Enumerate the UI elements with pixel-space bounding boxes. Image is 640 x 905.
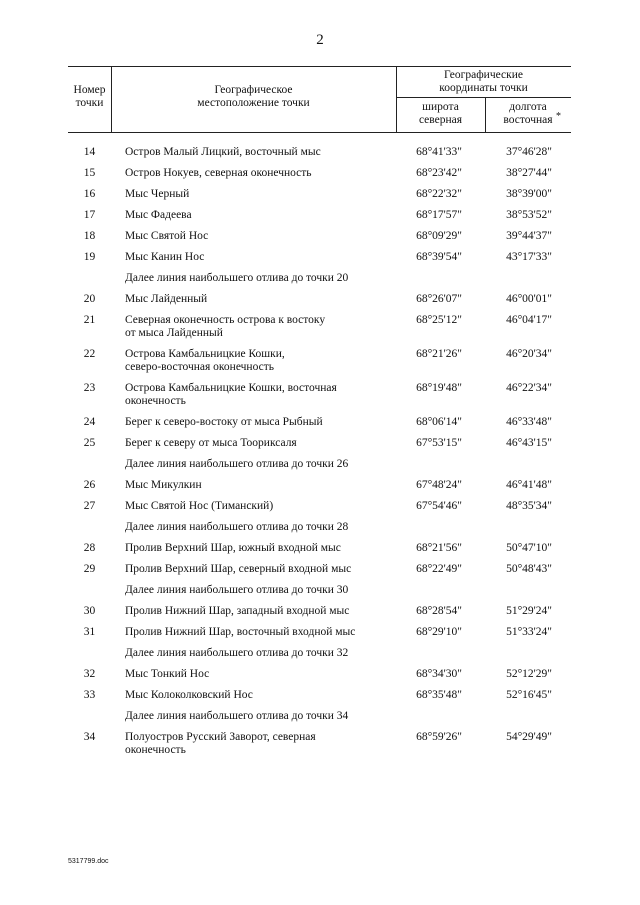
point-number: 29	[83, 563, 96, 575]
latitude-value: 68°25'12"	[416, 314, 462, 326]
table-row	[68, 293, 571, 306]
table-row	[68, 416, 571, 429]
longitude-value: 50°47'10"	[506, 542, 552, 554]
point-number: 34	[83, 731, 96, 743]
longitude-value: 38°27'44"	[506, 167, 552, 179]
latitude-value: 67°53'15"	[416, 437, 462, 449]
table-note-row	[68, 521, 571, 534]
point-location: Остров Нокуев, северная оконечность	[125, 167, 312, 179]
point-location: Северная оконечность острова к востоку от мыса Лайденный	[125, 314, 326, 339]
table-row	[68, 167, 571, 180]
point-number: 27	[83, 500, 96, 512]
latitude-value: 68°17'57"	[416, 209, 462, 221]
longitude-value: 50°48'43"	[506, 563, 552, 575]
table-row	[68, 626, 571, 639]
latitude-value: 68°21'56"	[416, 542, 462, 554]
latitude-value: 68°41'33"	[416, 146, 462, 158]
point-location: Далее линия наибольшего отлива до точки 28	[125, 521, 349, 533]
point-number: 23	[83, 382, 96, 394]
point-location: Мыс Фадеева	[125, 209, 192, 221]
point-number: 16	[83, 188, 96, 200]
document-filename: 5317799.doc	[68, 858, 109, 865]
point-location: Мыс Черный	[125, 188, 190, 200]
header-latitude: широта северная	[418, 101, 463, 126]
table-row	[68, 251, 571, 264]
table-note-row	[68, 710, 571, 723]
latitude-value: 67°48'24"	[416, 479, 462, 491]
point-location: Пролив Верхний Шар, южный входной мыс	[125, 542, 341, 554]
point-number: 24	[83, 416, 96, 428]
point-location: Мыс Канин Нос	[125, 251, 205, 263]
point-location: Далее линия наибольшего отлива до точки 32	[125, 647, 349, 659]
point-location: Острова Камбальницкие Кошки, восточная оконечность	[125, 382, 337, 407]
point-number: 20	[83, 293, 96, 305]
longitude-value: 38°39'00"	[506, 188, 552, 200]
header-divider	[396, 97, 571, 98]
table-row	[68, 382, 571, 408]
table-row	[68, 731, 571, 757]
longitude-value: 46°33'48"	[506, 416, 552, 428]
point-number: 33	[83, 689, 96, 701]
table-row	[68, 209, 571, 222]
longitude-value: 46°00'01"	[506, 293, 552, 305]
point-location: Берег к северо-востоку от мыса Рыбный	[125, 416, 323, 428]
latitude-value: 68°19'48"	[416, 382, 462, 394]
latitude-value: 68°28'54"	[416, 605, 462, 617]
latitude-value: 68°06'14"	[416, 416, 462, 428]
latitude-value: 68°23'42"	[416, 167, 462, 179]
longitude-value: 54°29'49"	[506, 731, 552, 743]
longitude-value: 46°41'48"	[506, 479, 552, 491]
point-number: 19	[83, 251, 96, 263]
point-location: Остров Малый Лицкий, восточный мыс	[125, 146, 321, 158]
point-location: Мыс Святой Нос	[125, 230, 209, 242]
point-location: Мыс Тонкий Нос	[125, 668, 210, 680]
table-row	[68, 437, 571, 450]
longitude-value: 38°53'52"	[506, 209, 552, 221]
table-row	[68, 542, 571, 555]
table-note-row	[68, 272, 571, 285]
page-number: 2	[316, 32, 324, 48]
point-number: 26	[83, 479, 96, 491]
longitude-value: 46°20'34"	[506, 348, 552, 360]
latitude-value: 68°22'32"	[416, 188, 462, 200]
point-number: 14	[83, 146, 96, 158]
point-location: Далее линия наибольшего отлива до точки 34	[125, 710, 349, 722]
latitude-value: 68°35'48"	[416, 689, 462, 701]
table-row	[68, 348, 571, 374]
latitude-value: 68°34'30"	[416, 668, 462, 680]
table-row	[68, 668, 571, 681]
table-note-row	[68, 647, 571, 660]
point-location: Острова Камбальницкие Кошки, северо-восточная оконечность	[125, 348, 285, 373]
latitude-value: 68°21'26"	[416, 348, 462, 360]
point-number: 28	[83, 542, 96, 554]
point-number: 25	[83, 437, 96, 449]
point-location: Мыс Микулкин	[125, 479, 202, 491]
table-row	[68, 230, 571, 243]
latitude-value: 67°54'46"	[416, 500, 462, 512]
point-location: Пролив Нижний Шар, восточный входной мыс	[125, 626, 356, 638]
longitude-value: 46°43'15"	[506, 437, 552, 449]
table-row	[68, 563, 571, 576]
header-longitude: долгота восточная	[503, 101, 553, 126]
table-header	[68, 66, 571, 133]
point-number: 15	[83, 167, 96, 179]
point-number: 32	[83, 668, 96, 680]
longitude-value: 46°04'17"	[506, 314, 552, 326]
point-number: 22	[83, 348, 96, 360]
point-number: 30	[83, 605, 96, 617]
point-location: Пролив Нижний Шар, западный входной мыс	[125, 605, 350, 617]
point-location: Пролив Верхний Шар, северный входной мыс	[125, 563, 352, 575]
table-row	[68, 314, 571, 340]
table-note-row	[68, 458, 571, 471]
longitude-value: 46°22'34"	[506, 382, 552, 394]
header-location: Географическое местоположение точки	[197, 84, 310, 109]
header-point-number: Номер точки	[73, 84, 106, 109]
table-row	[68, 479, 571, 492]
latitude-value: 68°29'10"	[416, 626, 462, 638]
latitude-value: 68°59'26"	[416, 731, 462, 743]
longitude-value: 43°17'33"	[506, 251, 552, 263]
point-number: 21	[83, 314, 96, 326]
point-location: Полуостров Русский Заворот, северная оконечность	[125, 731, 316, 756]
header-coordinates: Географические координаты точки	[439, 69, 528, 94]
longitude-value: 52°12'29"	[506, 668, 552, 680]
table-row	[68, 689, 571, 702]
point-location: Мыс Лайденный	[125, 293, 208, 305]
point-location: Мыс Святой Нос (Тиманский)	[125, 500, 274, 512]
point-location: Далее линия наибольшего отлива до точки 20	[125, 272, 349, 284]
table-row	[68, 146, 571, 159]
longitude-value: 39°44'37"	[506, 230, 552, 242]
longitude-value: 51°33'24"	[506, 626, 552, 638]
point-number: 31	[83, 626, 96, 638]
latitude-value: 68°22'49"	[416, 563, 462, 575]
latitude-value: 68°26'07"	[416, 293, 462, 305]
point-location: Далее линия наибольшего отлива до точки 26	[125, 458, 349, 470]
table-row	[68, 188, 571, 201]
point-location: Мыс Колоколковский Нос	[125, 689, 253, 701]
point-location: Далее линия наибольшего отлива до точки 30	[125, 584, 349, 596]
longitude-value: 37°46'28"	[506, 146, 552, 158]
point-number: 17	[83, 209, 96, 221]
latitude-value: 68°39'54"	[416, 251, 462, 263]
longitude-value: 48°35'34"	[506, 500, 552, 512]
table-row	[68, 605, 571, 618]
longitude-value: 51°29'24"	[506, 605, 552, 617]
point-location: Берег к северу от мыса Тоориксаля	[125, 437, 297, 449]
table-note-row	[68, 584, 571, 597]
latitude-value: 68°09'29"	[416, 230, 462, 242]
coordinates-table-body	[68, 146, 571, 765]
longitude-value: 52°16'45"	[506, 689, 552, 701]
table-row	[68, 500, 571, 513]
point-number: 18	[83, 230, 96, 242]
footnote-mark: *	[556, 111, 561, 122]
